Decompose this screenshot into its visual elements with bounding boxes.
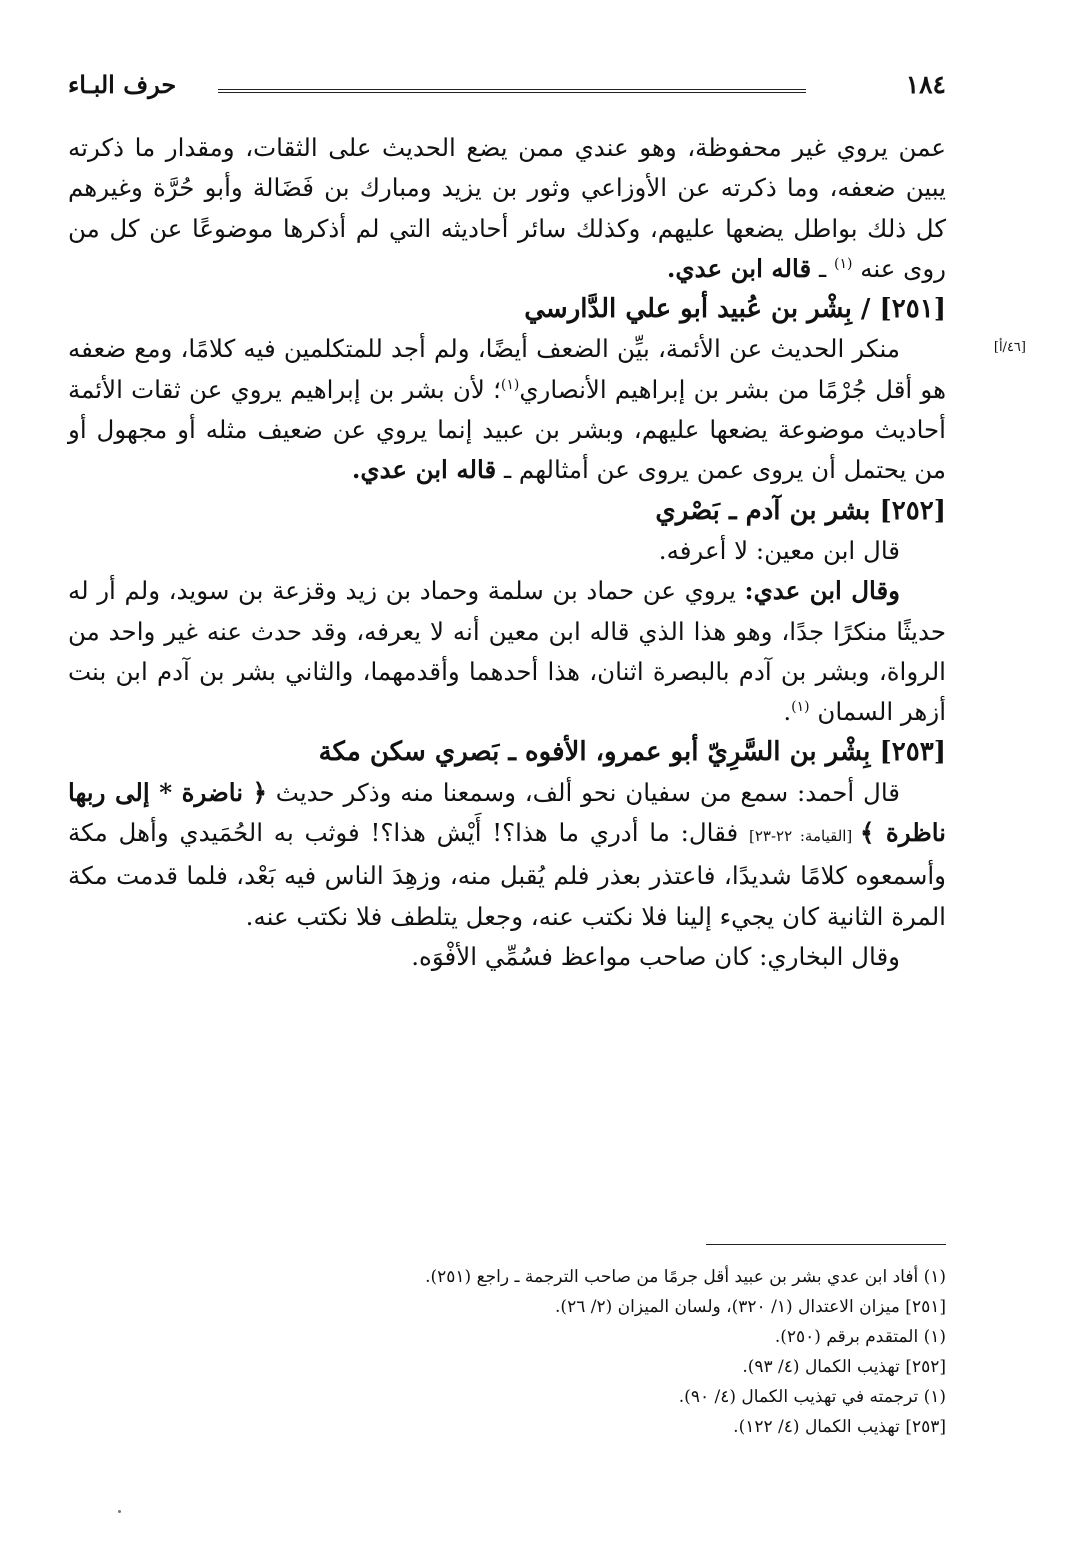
bold-text: [٢٥٣] بِشْر بن السَّرِيّ أبو عمرو، الأفوه ـ بَصري سكن مكة: [318, 737, 946, 768]
bold-text: قاله ابن عدي.: [351, 455, 497, 485]
bold-text: [٢٥٢] بشر بن آدم ـ بَصْري: [655, 495, 946, 526]
text-run: يروي عن حماد بن سلمة وحماد بن زيد وقزعة بن سويد، ولم أر له حديثًا منكرًا جدًا، وهو هذا الذي قاله ابن معين أنه لا يعرفه، وقد حدث عنه غير واحد من الرواة، وبشر بن آدم بالبصرة اثنان، هذا أحدهما وأقدمهما، والثاني بشر بن آدم ابن بنت أزهر السمان: [68, 576, 946, 727]
paragraph: [68, 329, 946, 490]
entry-heading-253: [68, 732, 946, 772]
text-run: قال ابن معين: لا أعرفه.: [658, 535, 900, 565]
bold-text: قاله ابن عدي.: [666, 253, 812, 283]
text-run: قال أحمد: سمع من سفيان نحو ألف، وسمعنا منه وذكر حديث: [266, 777, 901, 807]
header-rule: [218, 89, 806, 93]
paragraph: [68, 773, 946, 937]
paragraph: [68, 531, 946, 571]
text-run: فقال: ما أدري ما هذا؟! أَيْش هذا؟! فوثب به الحُمَيدي وأهل مكة وأسمعوه كلامًا شديدًا، فاعتذر بعذر فلم يُقبل منه، وزهِدَ الناس فيه بَعْد، فلما قدمت مكة المرة الثانية كان يجيء إلينا فلا نكتب عنه، وجعل يتلطف فلا نكتب عنه.: [68, 818, 946, 931]
text-run: ؛ لأن بشر بن إبراهيم يروي عن ثقات الأئمة أحاديث موضوعة يضعها عليهم، وبشر بن عبيد إنما يروي عن ضعيف مثله أو مجهول أو من يحتمل أن يروى عمن يروى عن أمثالهم ـ: [68, 374, 946, 485]
footnote-line: [٢٥٢] تهذيب الكمال (٤/ ٩٣).: [742, 1357, 946, 1377]
main-text: [68, 128, 946, 977]
margin-folio-reference: [٤٦/أ]: [993, 340, 1026, 355]
scan-speck: [118, 1510, 121, 1513]
footnote-line: (١) ترجمته في تهذيب الكمال (٤/ ٩٠).: [678, 1387, 946, 1407]
page-number: ١٨٤: [905, 70, 946, 99]
bold-text: وقال ابن عدي:: [744, 576, 901, 606]
bold-text: [٢٥١] / بِشْر بن عُبيد أبو علي الدَّارسي: [524, 294, 946, 325]
footnotes: [68, 1262, 946, 1442]
paragraph: [68, 937, 946, 977]
footnote-marker: (١): [500, 376, 520, 393]
text-run: [القيامة: ٢٢-٢٣]: [748, 827, 861, 846]
footnote-line: (١) أفاد ابن عدي بشر بن عبيد أقل جرمًا من صاحب الترجمة ـ راجع (٢٥١).: [425, 1267, 946, 1287]
footnote-marker: (١): [791, 699, 810, 715]
footnote-marker: (١): [833, 255, 853, 272]
footnote-line: [٢٥٣] تهذيب الكمال (٤/ ١٢٢).: [733, 1417, 946, 1437]
footnote-separator: [706, 1244, 946, 1245]
bold-text: ﴿ ناضرة * إلى ربها ناظرة ﴾: [68, 777, 946, 848]
footnote-line: [٢٥١] ميزان الاعتدال (١/ ٣٢٠)، ولسان الميزان (٢/ ٢٦).: [555, 1297, 946, 1317]
entry-heading-252: [68, 491, 946, 531]
paragraph: [68, 571, 946, 732]
text-run: منكر الحديث عن الأئمة، بيِّن الضعف أيضًا، ولم أجد للمتكلمين فيه كلامًا، ومع ضعفه هو أقل جُرْمًا من بشر بن إبراهيم الأنصاري: [68, 334, 946, 404]
text-run: ـ: [811, 253, 834, 283]
chapter-title: حرف البـاء: [68, 70, 177, 99]
text-run: وقال البخاري: كان صاحب مواعظ فسُمِّي الأفْوَه.: [411, 941, 900, 971]
paragraph: [68, 128, 946, 289]
page-header: [68, 70, 946, 104]
footnote-line: (١) المتقدم برقم (٢٥٠).: [774, 1327, 946, 1347]
entry-heading-251: [68, 289, 946, 329]
text-run: .: [783, 697, 792, 727]
text-run: عمن يروي غير محفوظة، وهو عندي ممن يضع الحديث على الثقات، ومقدار ما ذكرته يبين ضعفه، وما ذكرته عن الأوزاعي وثور بن يزيد ومبارك بن فَضَالة وأبو حُرَّة وغيرهم كل ذلك بواطل يضعها عليهم، وكذلك سائر أحاديثه التي لم أذكرها موضوعًا عن كل من روى عنه: [68, 133, 946, 283]
